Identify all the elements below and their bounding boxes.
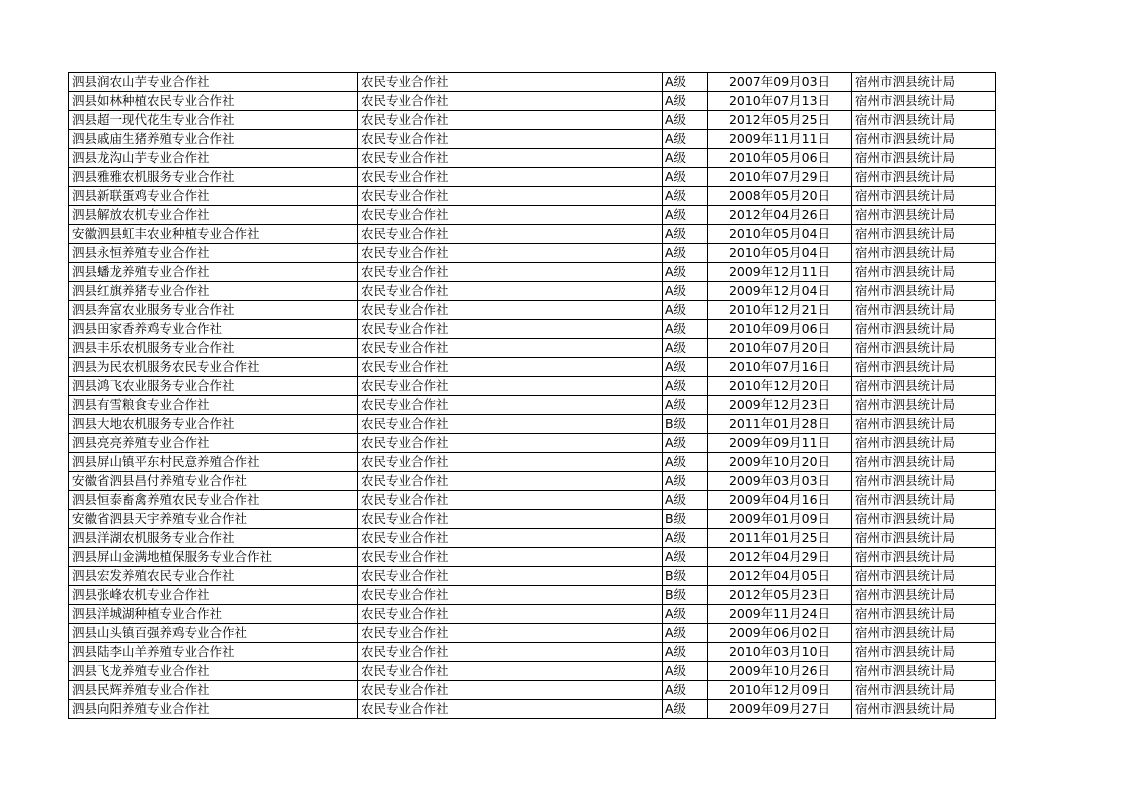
source-agency-cell: 宿州市泗县统计局 (852, 92, 996, 111)
table-row (69, 73, 996, 92)
organization-type-cell: 农民专业合作社 (358, 415, 663, 434)
organization-type-cell: 农民专业合作社 (358, 301, 663, 320)
organization-type-cell: 农民专业合作社 (358, 605, 663, 624)
source-agency-cell: 宿州市泗县统计局 (852, 73, 996, 92)
table-row (69, 643, 996, 662)
table-row (69, 358, 996, 377)
table-row (69, 529, 996, 548)
registration-date-cell: 2012年05月25日 (708, 111, 852, 130)
cooperative-name-cell: 泗县洋城湖种植专业合作社 (69, 605, 358, 624)
source-agency-cell: 宿州市泗县统计局 (852, 472, 996, 491)
table-row (69, 130, 996, 149)
organization-type-cell: 农民专业合作社 (358, 73, 663, 92)
source-agency-cell: 宿州市泗县统计局 (852, 491, 996, 510)
cooperative-name-cell: 泗县龙沟山芋专业合作社 (69, 149, 358, 168)
grade-cell: B级 (663, 510, 708, 529)
registration-date-cell: 2010年03月10日 (708, 643, 852, 662)
registration-date-cell: 2009年04月16日 (708, 491, 852, 510)
cooperative-name-cell: 泗县屏山镇平东村民意养殖合作社 (69, 453, 358, 472)
registration-date-cell: 2009年03月03日 (708, 472, 852, 491)
cooperative-table (68, 72, 996, 719)
cooperative-name-cell: 安徽省泗县昌付养殖专业合作社 (69, 472, 358, 491)
registration-date-cell: 2012年04月05日 (708, 567, 852, 586)
grade-cell: A级 (663, 320, 708, 339)
grade-cell: A级 (663, 263, 708, 282)
grade-cell: A级 (663, 111, 708, 130)
grade-cell: A级 (663, 301, 708, 320)
cooperative-name-cell: 泗县陆李山羊养殖专业合作社 (69, 643, 358, 662)
organization-type-cell: 农民专业合作社 (358, 681, 663, 700)
table-row (69, 415, 996, 434)
grade-cell: A级 (663, 282, 708, 301)
source-agency-cell: 宿州市泗县统计局 (852, 282, 996, 301)
cooperative-name-cell: 泗县张峰农机专业合作社 (69, 586, 358, 605)
registration-date-cell: 2009年11月24日 (708, 605, 852, 624)
registration-date-cell: 2010年05月04日 (708, 244, 852, 263)
cooperative-name-cell: 泗县红旗养猪专业合作社 (69, 282, 358, 301)
grade-cell: A级 (663, 453, 708, 472)
organization-type-cell: 农民专业合作社 (358, 510, 663, 529)
table-row (69, 567, 996, 586)
cooperative-name-cell: 泗县有雪粮食专业合作社 (69, 396, 358, 415)
grade-cell: A级 (663, 548, 708, 567)
cooperative-name-cell: 泗县如林种植农民专业合作社 (69, 92, 358, 111)
source-agency-cell: 宿州市泗县统计局 (852, 111, 996, 130)
source-agency-cell: 宿州市泗县统计局 (852, 567, 996, 586)
cooperative-name-cell: 泗县鸿飞农业服务专业合作社 (69, 377, 358, 396)
source-agency-cell: 宿州市泗县统计局 (852, 453, 996, 472)
registration-date-cell: 2012年04月26日 (708, 206, 852, 225)
grade-cell: A级 (663, 491, 708, 510)
registration-date-cell: 2010年09月06日 (708, 320, 852, 339)
registration-date-cell: 2010年07月29日 (708, 168, 852, 187)
organization-type-cell: 农民专业合作社 (358, 358, 663, 377)
source-agency-cell: 宿州市泗县统计局 (852, 510, 996, 529)
source-agency-cell: 宿州市泗县统计局 (852, 605, 996, 624)
table-row (69, 92, 996, 111)
grade-cell: A级 (663, 339, 708, 358)
table-row (69, 320, 996, 339)
table-row (69, 206, 996, 225)
grade-cell: A级 (663, 681, 708, 700)
source-agency-cell: 宿州市泗县统计局 (852, 548, 996, 567)
table-row (69, 377, 996, 396)
grade-cell: A级 (663, 377, 708, 396)
cooperative-name-cell: 泗县向阳养殖专业合作社 (69, 700, 358, 719)
table-row (69, 263, 996, 282)
source-agency-cell: 宿州市泗县统计局 (852, 415, 996, 434)
cooperative-name-cell: 泗县洋湖农机服务专业合作社 (69, 529, 358, 548)
table-row (69, 301, 996, 320)
organization-type-cell: 农民专业合作社 (358, 225, 663, 244)
table-row (69, 187, 996, 206)
registration-date-cell: 2010年07月13日 (708, 92, 852, 111)
cooperative-name-cell: 泗县大地农机服务专业合作社 (69, 415, 358, 434)
organization-type-cell: 农民专业合作社 (358, 168, 663, 187)
grade-cell: A级 (663, 643, 708, 662)
cooperative-name-cell: 泗县山头镇百强养鸡专业合作社 (69, 624, 358, 643)
grade-cell: A级 (663, 92, 708, 111)
organization-type-cell: 农民专业合作社 (358, 396, 663, 415)
table-row (69, 225, 996, 244)
grade-cell: A级 (663, 168, 708, 187)
cooperative-name-cell: 泗县田家香养鸡专业合作社 (69, 320, 358, 339)
grade-cell: A级 (663, 472, 708, 491)
source-agency-cell: 宿州市泗县统计局 (852, 377, 996, 396)
cooperative-name-cell: 泗县雅雅农机服务专业合作社 (69, 168, 358, 187)
table-row (69, 396, 996, 415)
organization-type-cell: 农民专业合作社 (358, 472, 663, 491)
table-row (69, 453, 996, 472)
grade-cell: A级 (663, 662, 708, 681)
organization-type-cell: 农民专业合作社 (358, 339, 663, 358)
registration-date-cell: 2010年05月04日 (708, 225, 852, 244)
cooperative-name-cell: 泗县解放农机专业合作社 (69, 206, 358, 225)
table-row (69, 624, 996, 643)
table-body (69, 73, 996, 719)
source-agency-cell: 宿州市泗县统计局 (852, 301, 996, 320)
table-row (69, 168, 996, 187)
registration-date-cell: 2009年12月11日 (708, 263, 852, 282)
organization-type-cell: 农民专业合作社 (358, 282, 663, 301)
cooperative-name-cell: 泗县润农山芋专业合作社 (69, 73, 358, 92)
table-row (69, 662, 996, 681)
grade-cell: A级 (663, 206, 708, 225)
organization-type-cell: 农民专业合作社 (358, 529, 663, 548)
grade-cell: A级 (663, 605, 708, 624)
registration-date-cell: 2010年12月20日 (708, 377, 852, 396)
cooperative-name-cell: 泗县超一现代花生专业合作社 (69, 111, 358, 130)
grade-cell: A级 (663, 130, 708, 149)
cooperative-name-cell: 安徽省泗县天宇养殖专业合作社 (69, 510, 358, 529)
organization-type-cell: 农民专业合作社 (358, 149, 663, 168)
organization-type-cell: 农民专业合作社 (358, 434, 663, 453)
table-row (69, 605, 996, 624)
table-row (69, 491, 996, 510)
organization-type-cell: 农民专业合作社 (358, 548, 663, 567)
organization-type-cell: 农民专业合作社 (358, 206, 663, 225)
grade-cell: A级 (663, 700, 708, 719)
organization-type-cell: 农民专业合作社 (358, 700, 663, 719)
grade-cell: A级 (663, 187, 708, 206)
registration-date-cell: 2009年01月09日 (708, 510, 852, 529)
grade-cell: A级 (663, 358, 708, 377)
registration-date-cell: 2010年12月09日 (708, 681, 852, 700)
organization-type-cell: 农民专业合作社 (358, 187, 663, 206)
organization-type-cell: 农民专业合作社 (358, 244, 663, 263)
source-agency-cell: 宿州市泗县统计局 (852, 358, 996, 377)
table-row (69, 586, 996, 605)
organization-type-cell: 农民专业合作社 (358, 453, 663, 472)
table-row (69, 149, 996, 168)
source-agency-cell: 宿州市泗县统计局 (852, 244, 996, 263)
grade-cell: A级 (663, 244, 708, 263)
registration-date-cell: 2010年07月20日 (708, 339, 852, 358)
source-agency-cell: 宿州市泗县统计局 (852, 168, 996, 187)
cooperative-name-cell: 泗县飞龙养殖专业合作社 (69, 662, 358, 681)
registration-date-cell: 2007年09月03日 (708, 73, 852, 92)
registration-date-cell: 2012年05月23日 (708, 586, 852, 605)
registration-date-cell: 2009年10月20日 (708, 453, 852, 472)
grade-cell: A级 (663, 73, 708, 92)
source-agency-cell: 宿州市泗县统计局 (852, 149, 996, 168)
source-agency-cell: 宿州市泗县统计局 (852, 529, 996, 548)
cooperative-name-cell: 泗县亮亮养殖专业合作社 (69, 434, 358, 453)
cooperative-name-cell: 泗县永恒养殖专业合作社 (69, 244, 358, 263)
source-agency-cell: 宿州市泗县统计局 (852, 206, 996, 225)
organization-type-cell: 农民专业合作社 (358, 130, 663, 149)
registration-date-cell: 2011年01月25日 (708, 529, 852, 548)
organization-type-cell: 农民专业合作社 (358, 491, 663, 510)
organization-type-cell: 农民专业合作社 (358, 624, 663, 643)
grade-cell: A级 (663, 225, 708, 244)
source-agency-cell: 宿州市泗县统计局 (852, 130, 996, 149)
source-agency-cell: 宿州市泗县统计局 (852, 187, 996, 206)
source-agency-cell: 宿州市泗县统计局 (852, 662, 996, 681)
cooperative-name-cell: 安徽泗县虹丰农业种植专业合作社 (69, 225, 358, 244)
table-row (69, 434, 996, 453)
organization-type-cell: 农民专业合作社 (358, 263, 663, 282)
organization-type-cell: 农民专业合作社 (358, 586, 663, 605)
grade-cell: A级 (663, 149, 708, 168)
table-row (69, 700, 996, 719)
registration-date-cell: 2009年12月04日 (708, 282, 852, 301)
organization-type-cell: 农民专业合作社 (358, 111, 663, 130)
organization-type-cell: 农民专业合作社 (358, 320, 663, 339)
cooperative-name-cell: 泗县丰乐农机服务专业合作社 (69, 339, 358, 358)
source-agency-cell: 宿州市泗县统计局 (852, 320, 996, 339)
source-agency-cell: 宿州市泗县统计局 (852, 339, 996, 358)
grade-cell: A级 (663, 624, 708, 643)
source-agency-cell: 宿州市泗县统计局 (852, 434, 996, 453)
grade-cell: A级 (663, 396, 708, 415)
registration-date-cell: 2009年10月26日 (708, 662, 852, 681)
table-row (69, 282, 996, 301)
organization-type-cell: 农民专业合作社 (358, 662, 663, 681)
registration-date-cell: 2009年12月23日 (708, 396, 852, 415)
registration-date-cell: 2009年11月11日 (708, 130, 852, 149)
source-agency-cell: 宿州市泗县统计局 (852, 624, 996, 643)
cooperative-name-cell: 泗县奔富农业服务专业合作社 (69, 301, 358, 320)
registration-date-cell: 2009年09月11日 (708, 434, 852, 453)
source-agency-cell: 宿州市泗县统计局 (852, 586, 996, 605)
table-row (69, 244, 996, 263)
organization-type-cell: 农民专业合作社 (358, 567, 663, 586)
registration-date-cell: 2010年07月16日 (708, 358, 852, 377)
cooperative-name-cell: 泗县新联蛋鸡专业合作社 (69, 187, 358, 206)
table-row (69, 111, 996, 130)
source-agency-cell: 宿州市泗县统计局 (852, 643, 996, 662)
source-agency-cell: 宿州市泗县统计局 (852, 263, 996, 282)
cooperative-name-cell: 泗县恒泰畜禽养殖农民专业合作社 (69, 491, 358, 510)
source-agency-cell: 宿州市泗县统计局 (852, 225, 996, 244)
source-agency-cell: 宿州市泗县统计局 (852, 681, 996, 700)
organization-type-cell: 农民专业合作社 (358, 92, 663, 111)
source-agency-cell: 宿州市泗县统计局 (852, 396, 996, 415)
cooperative-name-cell: 泗县戚庙生猪养殖专业合作社 (69, 130, 358, 149)
organization-type-cell: 农民专业合作社 (358, 643, 663, 662)
grade-cell: B级 (663, 567, 708, 586)
table-row (69, 681, 996, 700)
cooperative-name-cell: 泗县蟠龙养殖专业合作社 (69, 263, 358, 282)
grade-cell: B级 (663, 586, 708, 605)
source-agency-cell: 宿州市泗县统计局 (852, 700, 996, 719)
grade-cell: A级 (663, 529, 708, 548)
cooperative-name-cell: 泗县宏发养殖农民专业合作社 (69, 567, 358, 586)
table-row (69, 548, 996, 567)
registration-date-cell: 2010年12月21日 (708, 301, 852, 320)
table-row (69, 510, 996, 529)
registration-date-cell: 2009年06月02日 (708, 624, 852, 643)
registration-date-cell: 2010年05月06日 (708, 149, 852, 168)
cooperative-name-cell: 泗县民辉养殖专业合作社 (69, 681, 358, 700)
table-row (69, 472, 996, 491)
registration-date-cell: 2008年05月20日 (708, 187, 852, 206)
cooperative-name-cell: 泗县为民农机服务农民专业合作社 (69, 358, 358, 377)
cooperative-name-cell: 泗县屏山金满地植保服务专业合作社 (69, 548, 358, 567)
organization-type-cell: 农民专业合作社 (358, 377, 663, 396)
grade-cell: B级 (663, 415, 708, 434)
grade-cell: A级 (663, 434, 708, 453)
registration-date-cell: 2009年09月27日 (708, 700, 852, 719)
registration-date-cell: 2012年04月29日 (708, 548, 852, 567)
registration-date-cell: 2011年01月28日 (708, 415, 852, 434)
table-row (69, 339, 996, 358)
